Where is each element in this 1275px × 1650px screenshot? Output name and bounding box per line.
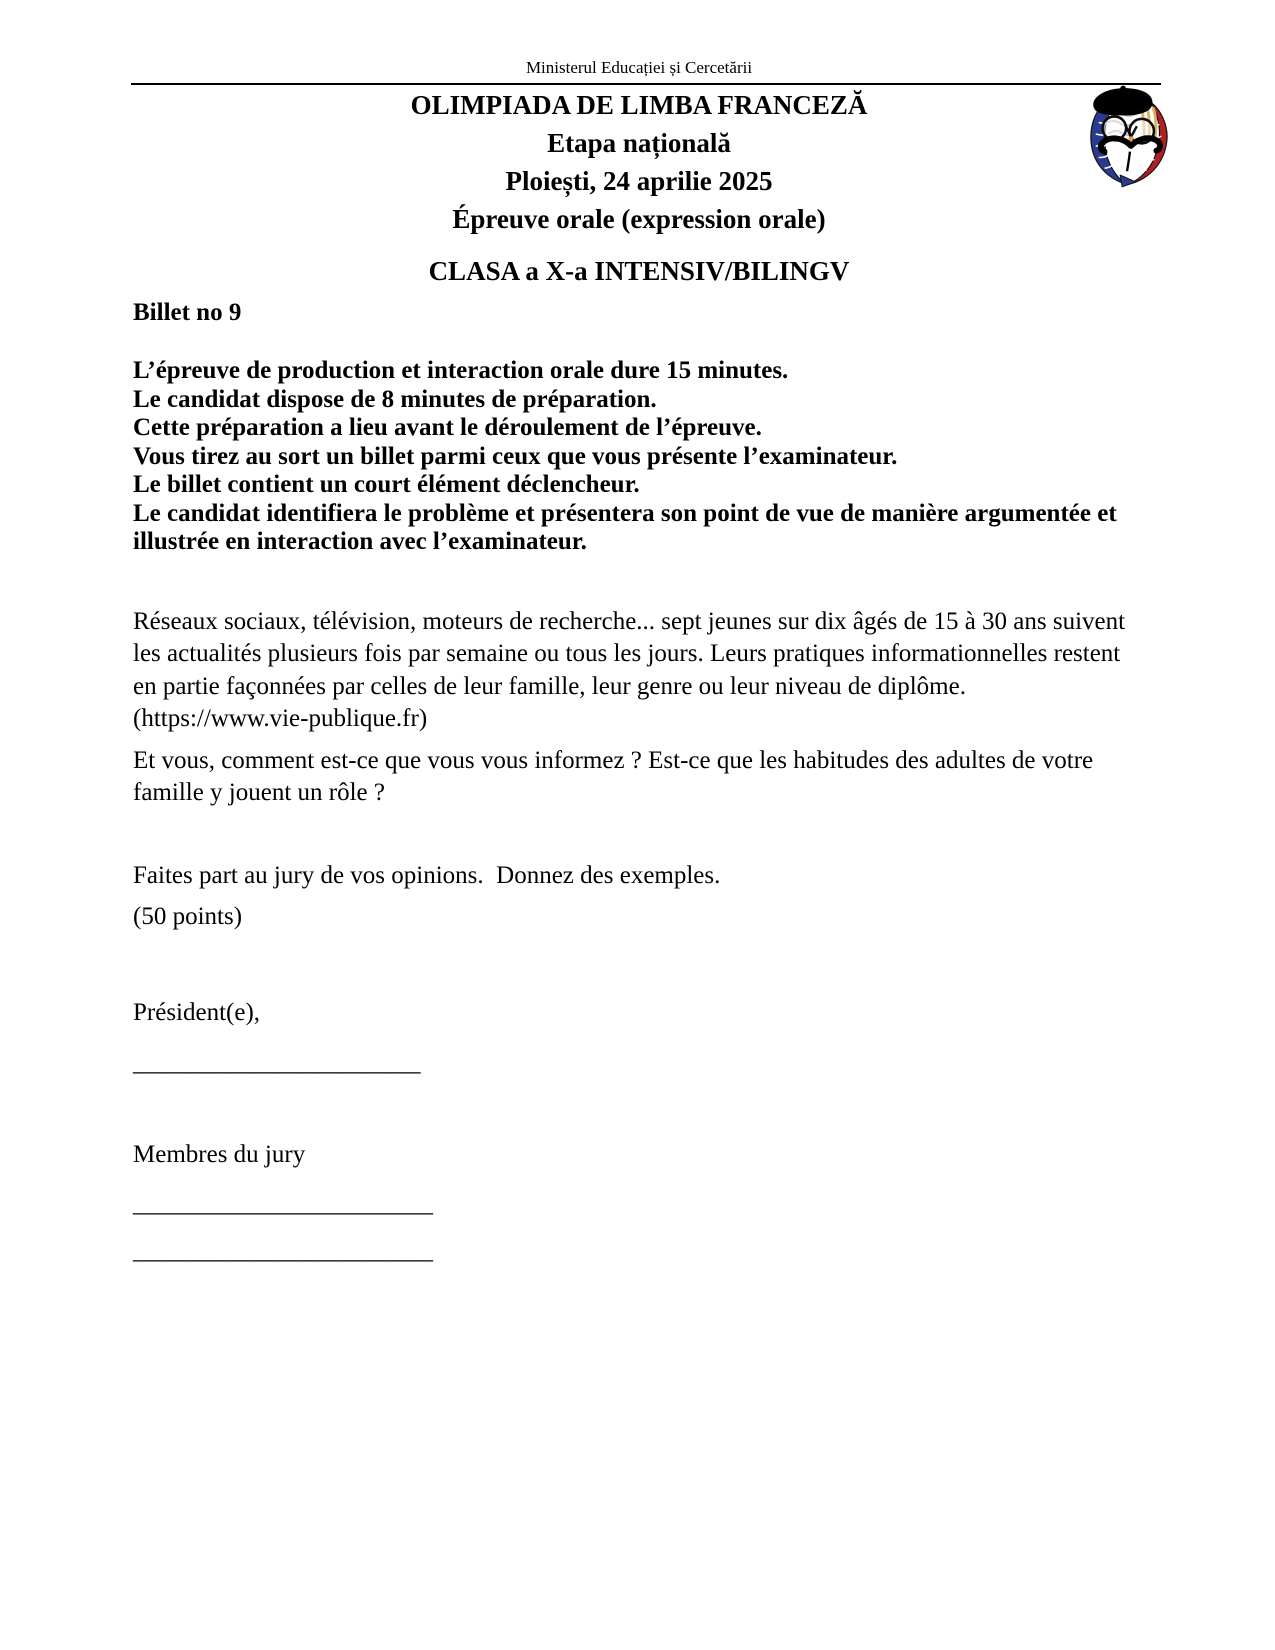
question-paragraph: Et vous, comment est-ce que vous vous informez ? Est-ce que les habitudes des adultes de votre famille y jouent un rôle ? [133, 746, 1094, 806]
billet-number: Billet no 9 [133, 299, 242, 326]
doc-class: CLASA a X-a INTENSIV/BILINGV [428, 256, 850, 286]
subject-paragraph: Réseaux sociaux, télévision, moteurs de recherche... sept jeunes sur dix âgés de 15 à 30 ans suivent les actualités plusieurs fois par semaine ou tous les jours. Leurs pratiques informationnelles restent en partie façonnées par celles de leur famille, leur genre ou leur niveau de diplôme. (https://www.vie-publique.fr) [133, 607, 1126, 732]
task-line: Faites part au jury de vos opinions. Donnez des exemples. [133, 861, 721, 889]
signature-line: ________________________ [133, 1189, 433, 1217]
doc-exam-type: Épreuve orale (expression orale) [452, 204, 826, 234]
doc-location-date: Ploiești, 24 aprilie 2025 [505, 166, 773, 196]
points-line: (50 points) [133, 902, 243, 930]
instruction-line: Le billet contient un court élément déclencheur. [133, 471, 640, 498]
instruction-line: Vous tirez au sort un billet parmi ceux que vous présente l’examinateur. [133, 442, 898, 470]
signature-line: _______________________ [133, 1048, 421, 1076]
ministry-header: Ministerul Educației și Cercetării [525, 58, 753, 77]
president-label: Président(e), [133, 998, 261, 1026]
instruction-line: L’épreuve de production et interaction orale dure 15 minutes. [133, 357, 789, 384]
instruction-line: Le candidat dispose de 8 minutes de préparation. [133, 385, 657, 413]
doc-stage: Etapa națională [547, 128, 731, 158]
instruction-line: Cette préparation a lieu avant le déroulement de l’épreuve. [133, 414, 762, 441]
doc-title: OLIMPIADA DE LIMBA FRANCEZĂ [410, 90, 868, 120]
title-block [133, 86, 1145, 290]
members-label: Membres du jury [133, 1140, 306, 1168]
exam-instructions [133, 357, 1145, 557]
instruction-line: Le candidat identifiera le problème et présentera son point de vue de manière argumentée et illustrée en interaction avec l’examinateur. [133, 499, 1117, 555]
signature-line: ________________________ [133, 1236, 433, 1264]
